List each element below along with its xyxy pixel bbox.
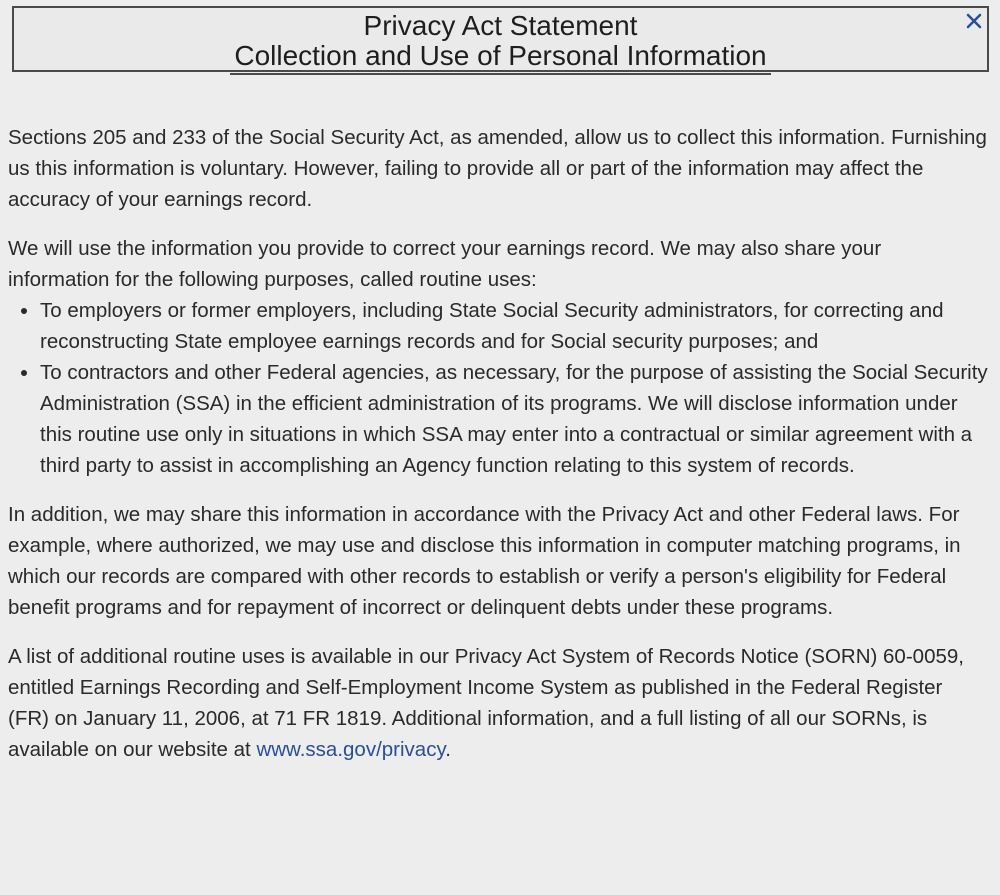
page-title: Privacy Act Statement [363, 10, 638, 41]
privacy-statement-body [8, 122, 988, 783]
routine-uses-list [8, 295, 988, 481]
list-item: • To contractors and other Federal agencies, as necessary, for the purpose of assisting the Social Security Administration (SSA) in the efficient administration of its programs. We will disclose information under this routine use only in situations in which SSA may enter into a contractual or similar agreement with a third party to assist in accomplishing an Agency function relating to this system of records. [40, 357, 988, 481]
dialog-header [12, 6, 989, 72]
sorn-period: . [445, 738, 451, 761]
page-subtitle: Collection and Use of Personal Information [230, 41, 770, 75]
list-item: • To employers or former employers, including State Social Security administrators, for correcting and reconstructing State employee earnings records and for Social security purposes; and [40, 295, 988, 357]
paragraph-authority: Sections 205 and 233 of the Social Security Act, as amended, allow us to collect this information. Furnishing us this information is voluntary. However, failing to provide all or part of the information may affect the accuracy of your earnings record. [8, 126, 987, 211]
sorn-text: A list of additional routine uses is available in our Privacy Act System of Records Notice (SORN) 60-0059, entitled Earnings Recording and Self-Employment Income System as published in the Federal Register (FR) on January 11, 2006, at 71 FR 1819. Additional information, and a full listing of all our SORNs, is available on our website at [8, 645, 964, 761]
close-icon[interactable] [963, 10, 985, 32]
privacy-website-link[interactable]: www.ssa.gov/privacy [256, 738, 446, 761]
paragraph-additional-sharing: In addition, we may share this information in accordance with the Privacy Act and other Federal laws. For example, where authorized, we may use and disclose this information in computer matching programs, in which our records are compared with other records to establish or verify a person's eligibility for Federal benefit programs and for repayment of incorrect or delinquent debts under these programs. [8, 503, 961, 619]
paragraph-sorn [8, 641, 988, 765]
paragraph-routine-uses-intro: We will use the information you provide to correct your earnings record. We may also share your information for the following purposes, called routine uses: [8, 237, 882, 291]
